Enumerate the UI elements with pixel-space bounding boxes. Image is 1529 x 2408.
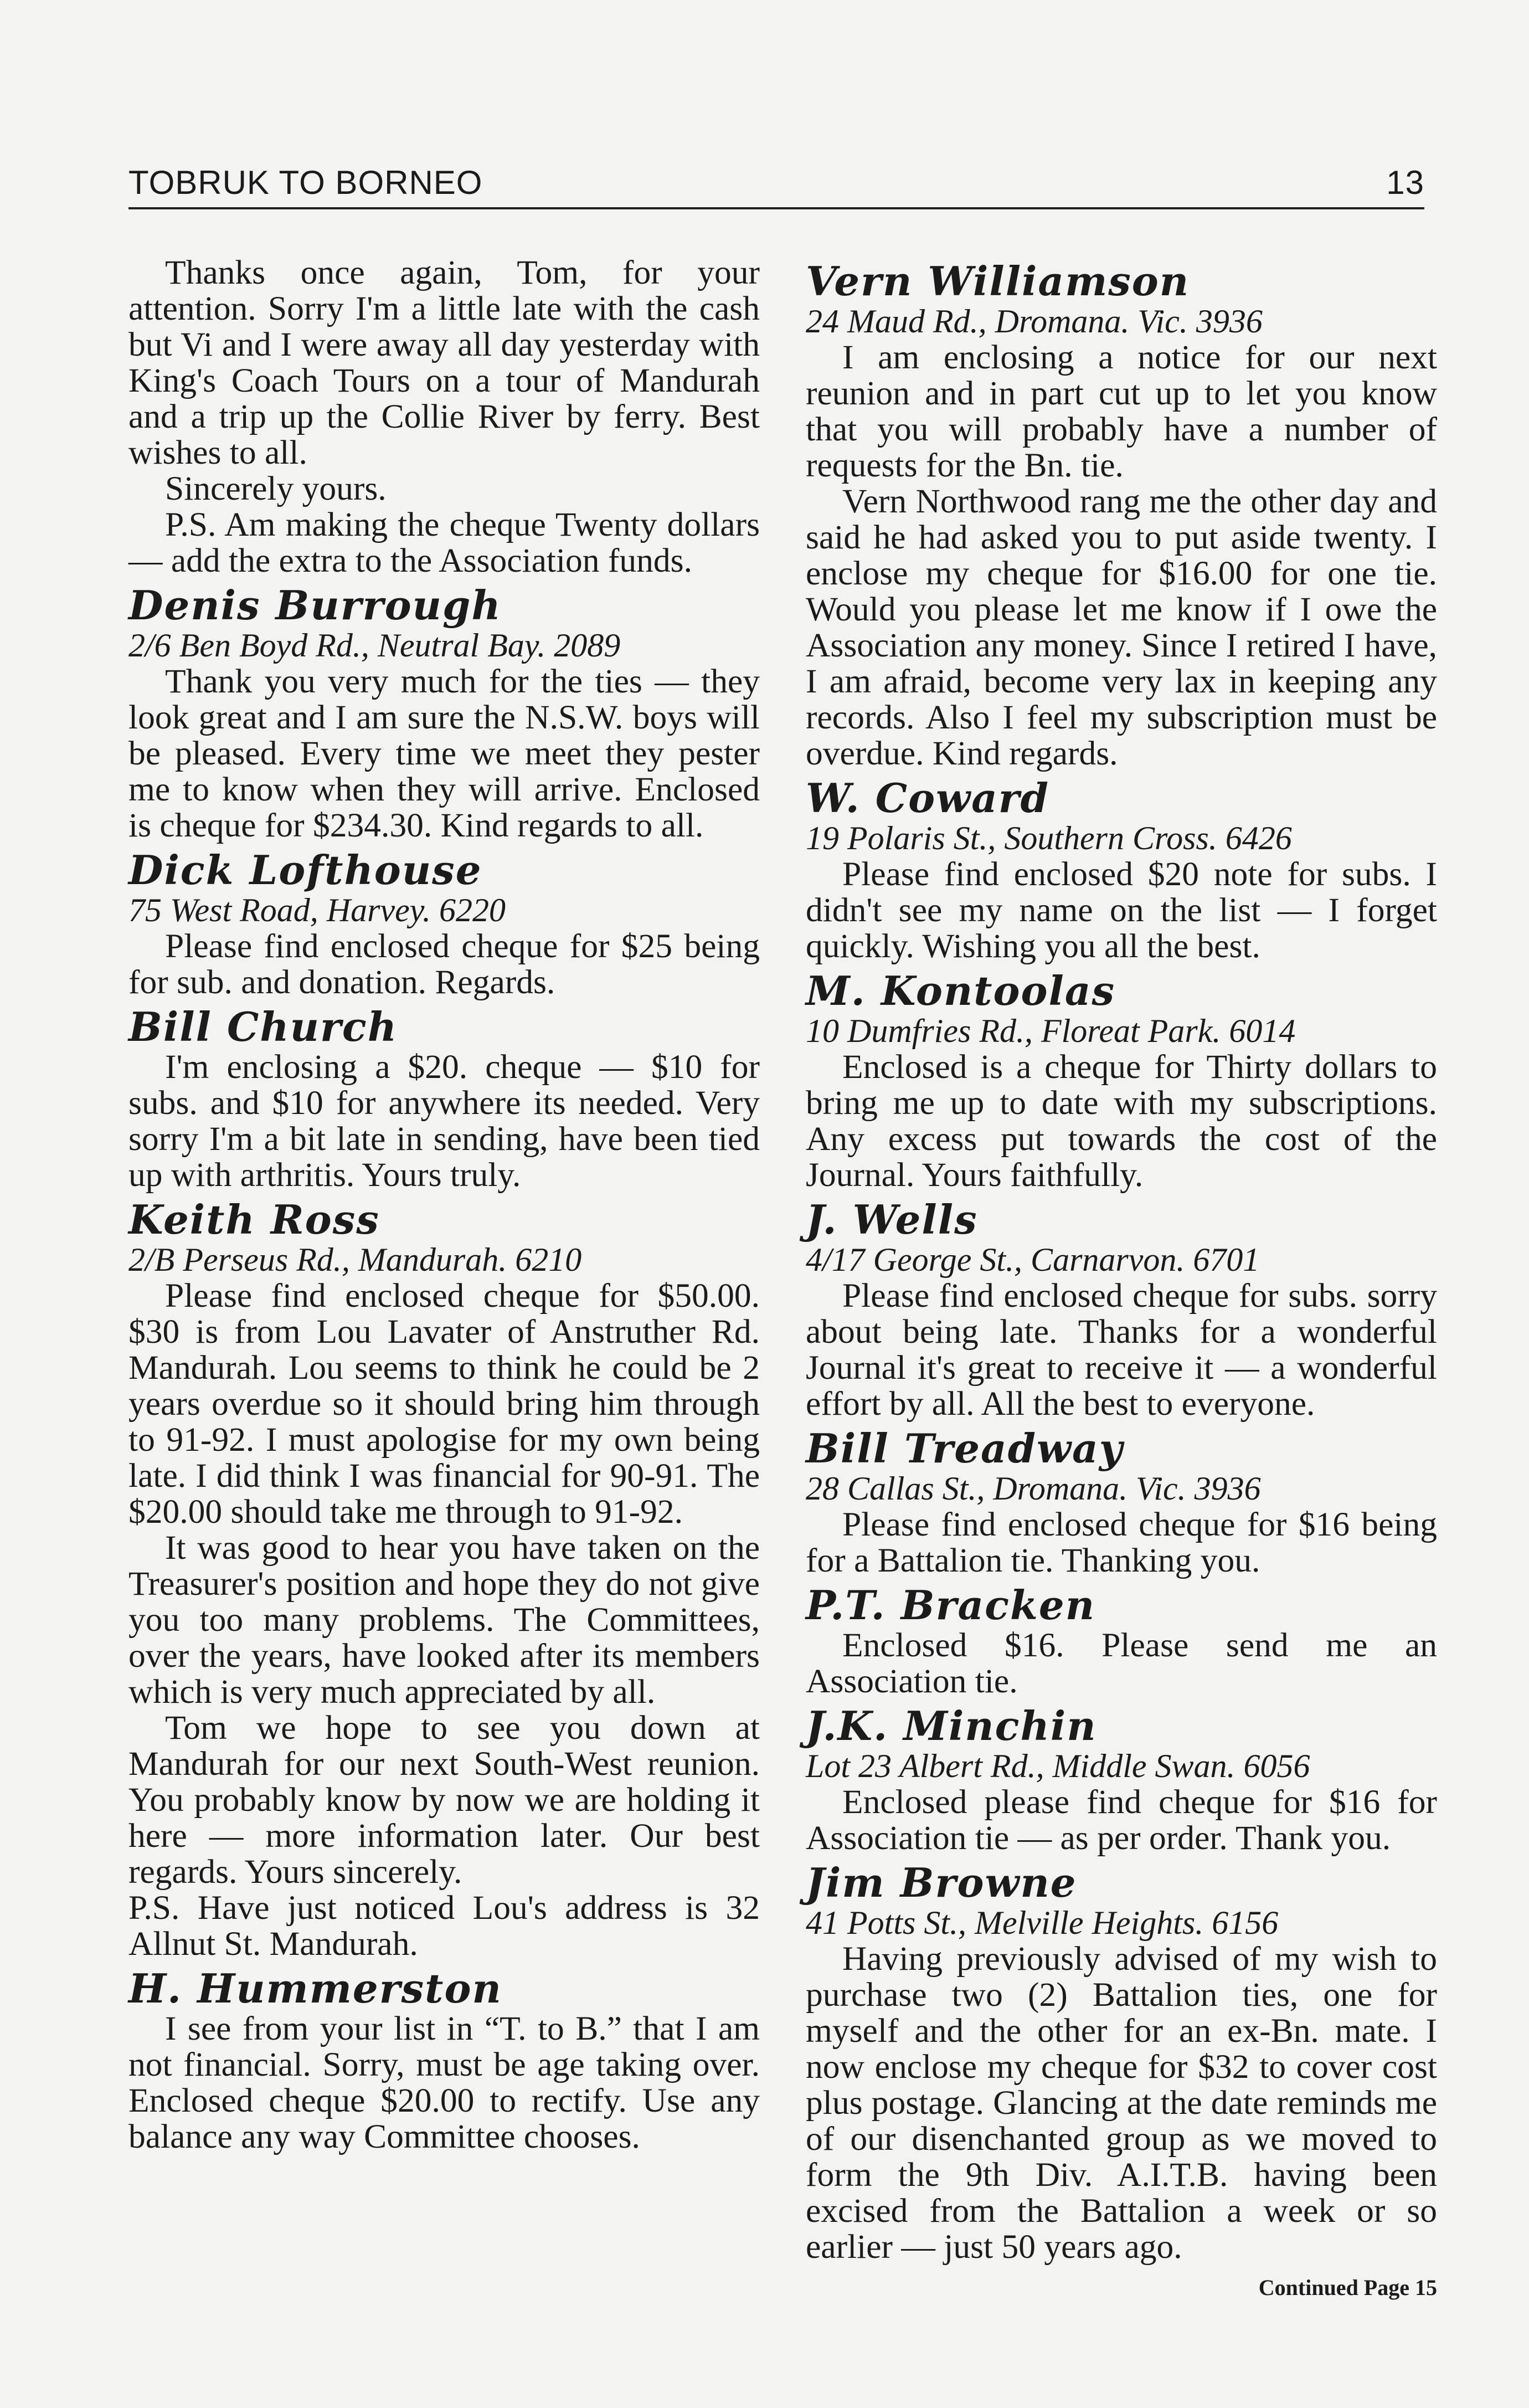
letter-author: P.T. Bracken [806, 1582, 1096, 1629]
running-header [128, 166, 1424, 209]
letter-address: 2/B Perseus Rd., Mandurah. 6210 [128, 1241, 582, 1278]
letter-paragraph: Please find enclosed cheque for subs. sorry about being late. Thanks for a wonderful Journal it's great to receive it — a wonderful effort by all. All the best to everyone. [806, 1277, 1437, 1423]
letter-paragraph: It was good to hear you have taken on the Treasurer's position and hope they do not give you too many problems. The Committees, over the years, have looked after its members which is very much appreciated by all. [128, 1529, 760, 1711]
letter-paragraph: Enclosed please find cheque for $16 for Association tie — as per order. Thank you. [806, 1783, 1437, 1857]
letter-paragraph: Please find enclosed cheque for $50.00. $30 is from Lou Lavater of Anstruther Rd. Mandurah. Lou seems to think he could be 2 years overdue so it should bring him through to 91-92. I must apologise for my own being late. I did think I was financial for 90-91. The $20.00 should take me through to 91-92. [128, 1277, 760, 1531]
letter-dick-lofthouse [128, 848, 760, 1000]
left-letters [128, 583, 760, 2155]
letter-address: 28 Callas St., Dromana. Vic. 3936 [806, 1470, 1261, 1507]
letter-address: 19 Polaris St., Southern Cross. 6426 [806, 820, 1292, 856]
letter-author: W. Coward [806, 774, 1050, 822]
letter-p-t-bracken [806, 1583, 1437, 1700]
letter-author: Denis Burrough [128, 582, 502, 629]
letter-denis-burrough [128, 583, 760, 844]
right-column [806, 255, 1437, 2302]
letter-paragraph: I am enclosing a notice for our next reunion and in part cut up to let you know that you will probably have a number of requests for the Bn. tie. [806, 338, 1437, 484]
letter-bill-church [128, 1005, 760, 1193]
letter-author: Keith Ross [128, 1196, 380, 1243]
intro-signoff: Sincerely yours. [165, 470, 387, 507]
letter-address: 41 Potts St., Melville Heights. 6156 [806, 1904, 1279, 1941]
letter-paragraph: Please find enclosed cheque for $25 being for sub. and donation. Regards. [128, 927, 760, 1001]
publication-title: TOBRUK TO BORNEO [128, 164, 483, 201]
right-letters [806, 259, 1437, 2265]
intro-paragraph: Thanks once again, Tom, for your attention. Sorry I'm a little late with the cash but Vi and I were away all day yesterday with King's Coach Tours on a tour of Mandurah and a trip up the Collie River by ferry. Best wishes to all. [128, 254, 760, 471]
letter-address: 2/6 Ben Boyd Rd., Neutral Bay. 2089 [128, 627, 621, 664]
letter-address: 75 West Road, Harvey. 6220 [128, 892, 506, 928]
letter-author: H. Hummerston [128, 1965, 502, 2012]
letter-author: Dick Lofthouse [128, 846, 482, 894]
letter-paragraph: Please find enclosed $20 note for subs. I didn't see my name on the list — I forget quickly. Wishing you all the best. [806, 855, 1437, 965]
letter-j-wells [806, 1198, 1437, 1422]
letter-address: 24 Maud Rd., Dromana. Vic. 3936 [806, 303, 1263, 340]
letter-author: Vern Williamson [806, 258, 1190, 305]
letter-paragraph: Thank you very much for the ties — they look great and I am sure the N.S.W. boys will be pleased. Every time we meet they pester me to know when they will arrive. Enclosed is cheque for $234.30. Kind regards to all. [128, 663, 760, 844]
letter-vern-williamson [806, 259, 1437, 772]
letter-address: 4/17 George St., Carnarvon. 6701 [806, 1241, 1260, 1278]
letter-paragraph: Vern Northwood rang me the other day and said he had asked you to put aside twenty. I enclose my cheque for $16.00 for one tie. Would you please let me know if I owe the Association any money. Since I retired I have, I am afraid, become very lax in keeping any records. Also I feel my subscription must be overdue. Kind regards. [806, 482, 1437, 772]
letter-jim-browne [806, 1861, 1437, 2265]
letter-address: Lot 23 Albert Rd., Middle Swan. 6056 [806, 1748, 1310, 1784]
letter-keith-ross [128, 1198, 760, 1962]
letter-author: Bill Treadway [806, 1425, 1124, 1472]
letter-address: 10 Dumfries Rd., Floreat Park. 6014 [806, 1013, 1296, 1049]
letter-m-kontoolas [806, 969, 1437, 1193]
letter-author: J. Wells [806, 1196, 978, 1243]
letter-h-hummerston [128, 1967, 760, 2155]
continued-note: Continued Page 15 [1258, 2275, 1437, 2300]
letter-paragraph: I'm enclosing a $20. cheque — $10 for subs. and $10 for anywhere its needed. Very sorry I'm a bit late in sending, have been tied up with arthritis. Yours truly. [128, 1048, 760, 1194]
letter-bill-treadway [806, 1426, 1437, 1579]
intro-postscript: P.S. Am making the cheque Twenty dollars — add the extra to the Association funds. [128, 506, 760, 579]
letter-paragraph: Enclosed is a cheque for Thirty dollars to bring me up to date with my subscriptions. Any excess put towards the cost of the Journal. Yours faithfully. [806, 1048, 1437, 1194]
letter-paragraph: Having previously advised of my wish to purchase two (2) Battalion ties, one for myself and the other for an ex-Bn. mate. I now enclose my cheque for $32 to cover cost plus postage. Glancing at the date reminds me of our disenchanted group as we moved to form the 9th Div. A.I.T.B. having been excised from the Battalion a week or so earlier — just 50 years ago. [806, 1940, 1437, 2266]
letter-author: Jim Browne [806, 1859, 1077, 1906]
letter-author: M. Kontoolas [806, 967, 1116, 1014]
letter-paragraph: Tom we hope to see you down at Mandurah for our next South-West reunion. You probably know by now we are holding it here — more information later. Our best regards. Yours sincerely. [128, 1709, 760, 1891]
page-number: 13 [1386, 164, 1424, 201]
letter-author: J.K. Minchin [806, 1702, 1097, 1749]
letter-j-k-minchin [806, 1704, 1437, 1856]
left-column [128, 255, 760, 2155]
letter-paragraph: Enclosed $16. Please send me an Association tie. [806, 1626, 1437, 1700]
letter-paragraph: Please find enclosed cheque for $16 being for a Battalion tie. Thanking you. [806, 1506, 1437, 1579]
letter-postscript: P.S. Have just noticed Lou's address is 32 Allnut St. Mandurah. [128, 1889, 760, 1963]
letter-w-coward [806, 776, 1437, 964]
letter-author: Bill Church [128, 1003, 398, 1050]
letter-paragraph: I see from your list in “T. to B.” that I am not financial. Sorry, must be age taking over. Enclosed cheque $20.00 to rectify. Use any balance any way Committee chooses. [128, 2010, 760, 2155]
intro-block [128, 255, 760, 579]
